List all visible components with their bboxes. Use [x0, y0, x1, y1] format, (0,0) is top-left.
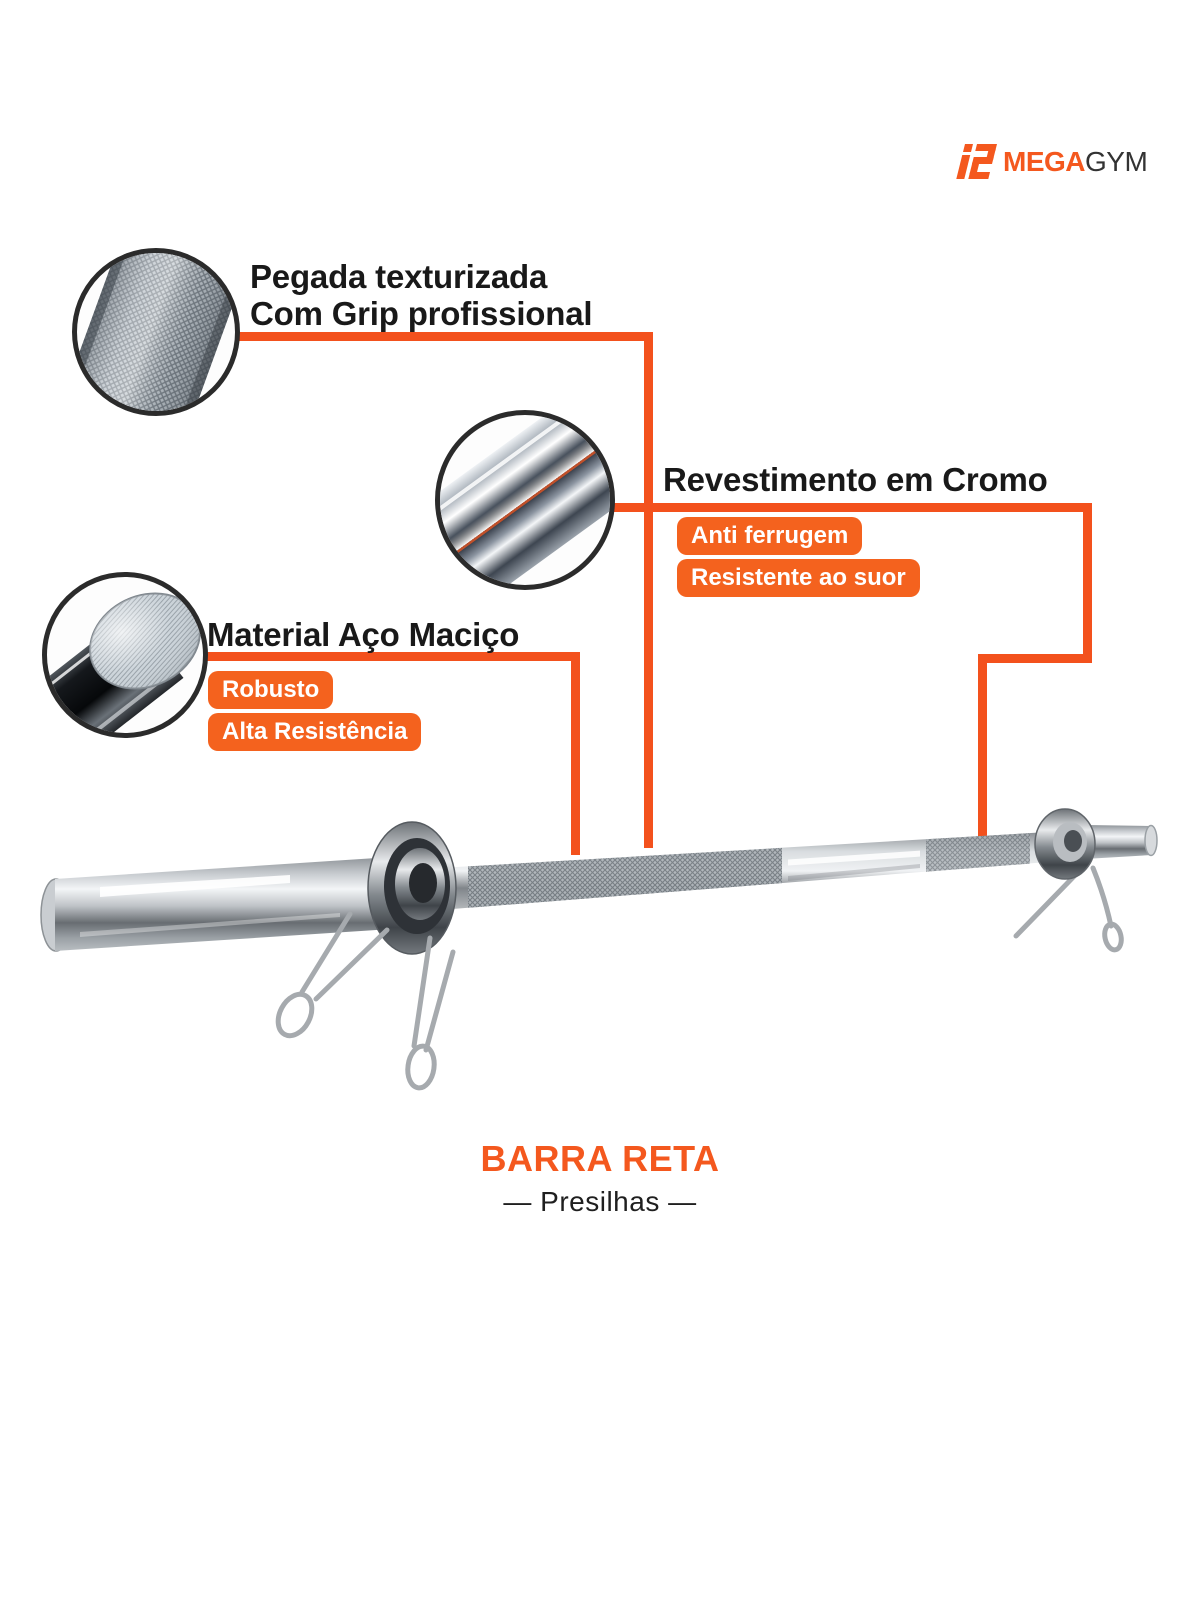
callout-grip-title-line2: Com Grip profissional	[250, 295, 593, 332]
connector-steel-horizontal	[195, 652, 580, 661]
connector-chrome-horizontal	[610, 503, 1092, 512]
left-sleeve	[41, 857, 392, 951]
product-subtitle: — Presilhas —	[503, 1186, 697, 1217]
callout-grip-title	[250, 258, 592, 332]
logo-gym: GYM	[1085, 145, 1148, 177]
connector-chrome-horizontal-low	[982, 654, 1092, 663]
callout-grip-title-line1: Pegada texturizada	[250, 258, 548, 295]
logo-mega: MEGA	[1003, 145, 1085, 177]
right-collar	[1035, 809, 1095, 879]
solid-steel-photo	[42, 572, 208, 738]
knurl-zone-left	[468, 848, 782, 908]
badge-anti-ferrugem: Anti ferrugem	[677, 517, 862, 555]
connector-chrome-vertical-right	[1083, 503, 1092, 663]
product-name: BARRA RETA	[480, 1138, 720, 1179]
left-clip-b	[405, 938, 453, 1090]
badge-resistente-suor: Resistente ao suor	[677, 559, 920, 597]
brand-logo-text	[1003, 146, 1147, 178]
brand-logo	[956, 140, 1147, 183]
callout-chrome-title: Revestimento em Cromo	[663, 461, 1048, 498]
badge-alta-resistencia: Alta Resistência	[208, 713, 421, 751]
callout-steel-title: Material Aço Maciço	[207, 616, 520, 653]
knurled-grip-photo	[72, 248, 240, 416]
connector-grip-horizontal	[225, 332, 653, 341]
knurl-zone-right	[926, 833, 1030, 872]
megagym-logo-icon	[956, 140, 998, 183]
badge-robusto: Robusto	[208, 671, 333, 709]
barbell-photo	[40, 780, 1160, 1100]
chrome-surface-photo	[435, 410, 615, 590]
connector-grip-vertical	[644, 332, 653, 848]
